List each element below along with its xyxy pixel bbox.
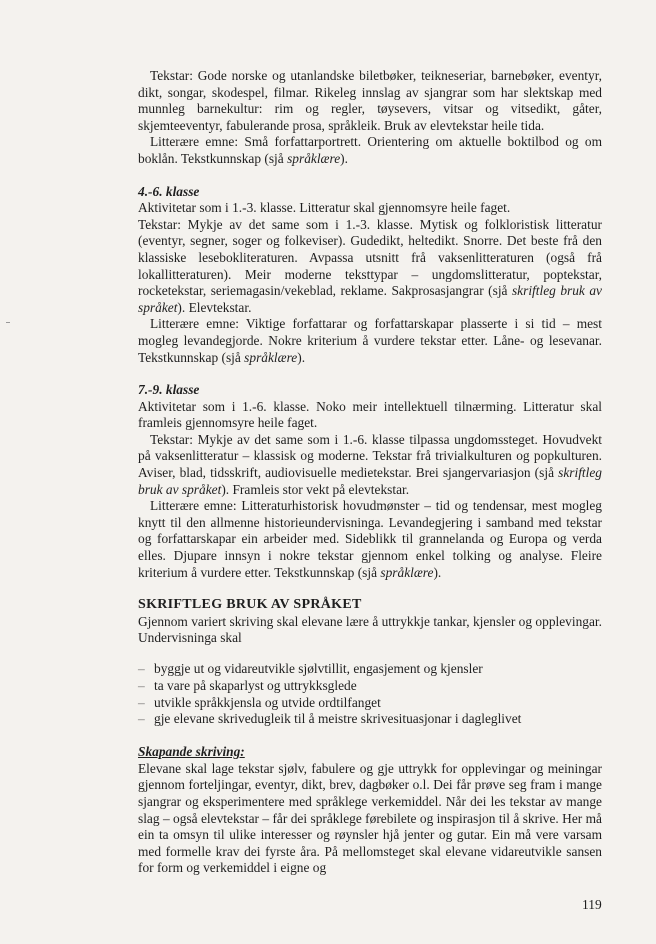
list-item: – gje elevane skrivedugleik til å meistre skrivesituasjonar i dagleglivet	[138, 711, 522, 727]
skriftleg-intro: Gjennom variert skriving skal elevane lære å uttrykkje tankar, kjensler og opplevingar. Undervisninga skal	[138, 613, 602, 646]
text-column	[138, 68, 602, 877]
page-number: 119	[582, 897, 602, 912]
list-item: – utvikle språkkjensla og utvide ordtilfanget	[138, 694, 381, 710]
ref-skriftleg: skriftleg bruk av språket	[138, 283, 602, 315]
class-4-6-topics: Litterære emne: Viktige forfattarar og forfattarskapar plasserte i si tid – mest mogleg levandegjorde. Nokre kriterium å vurdere tekstar etter. Låne- og lesevanar. Tekstkunnskap (sjå språklære).	[138, 316, 602, 365]
class-7-9-activities: Aktivitetar som i 1.-6. klasse. Noko meir intellektuell tilnærming. Litteratur skal framleis gjennomsyre heile faget.	[138, 398, 602, 431]
ref-spraklaere: språklære	[380, 564, 434, 580]
class-4-6-texts: Tekstar: Mykje av det same som i 1.-3. klasse. Mytisk og folkloristisk litteratur (eventyr, segner, soger og folkeviser). Gudedikt, heltedikt. Snorre. Det beste frå den klassiske lesebokliteraturen. Avpassa utsnitt frå vaksenlitteraturen (også frå lokallitteraturen). Meir moderne teksttypar – ungdomslitteratur, poptekstar, rocketekstar, seriemagasin/vekeblad, reklame. Sakprosasjangrar (sjå skriftleg bruk av språket). Elevtekstar.	[138, 216, 602, 315]
ref-spraklaere: språklære	[287, 150, 341, 166]
class-7-9-section	[138, 382, 602, 581]
dash-bullet: –	[138, 694, 145, 710]
dash-bullet: –	[138, 711, 145, 727]
class-7-9-heading: 7.-9. klasse	[138, 382, 200, 398]
class-7-9-texts: Tekstar: Mykje av det same som i 1.-6. klasse tilpassa ungdomssteget. Hovudvekt på vaksenlitteratur – klassisk og moderne. Tekstar frå trivialkulturen og popkulturen. Aviser, blad, tidsskrift, audiovisuelle medietekstar. Brei sjangervariasjon (sjå skriftleg bruk av språket). Framleis stor vekt på elevtekstar.	[138, 431, 602, 497]
skriftleg-heading: SKRIFTLEG BRUK AV SPRÅKET	[138, 597, 362, 613]
class-7-9-topics: Litterære emne: Litteraturhistorisk hovudmønster – tid og tendensar, mest mogleg knytt til den allmenne historieundervisninga. Levandegjering i samband med tekstar og forfattarskapar ein arbeider med. Sideblikk til grannelanda og Europa og verda elles. Djupare innsyn i nokre tekstar gjennom enkel tolking og analyse. Fleire kriterium å vurdere etter. Tekstkunnskap (sjå språklære).	[138, 498, 602, 580]
intro-paragraph-topics: Litterære emne: Små forfattarportrett. Orientering om aktuelle boktilbod og om boklån. Tekstkunnskap (sjå språklære).	[138, 134, 602, 166]
skapande-paragraph: Elevane skal lage tekstar sjølv, fabulere og gje uttrykk for opplevingar og meiningar gjennom forteljingar, eventyr, dikt, brev, dagbøker o.l. Dei får prøve seg fram i mange sjangrar og eksperimentere med språklege verkemiddel. Når dei les tekstar av mange slag – også elevtekstar – får dei språklege førebilete og inspirasjon til å skrive. Her må ein ta omsyn til ulike interesser og røynsler hjå jenter og gutar. Ein må vere varsam med formelle krav dei fyrste åra. På mellomsteget skal elevane vidareutvikle sansen for form og verkemiddel i eigne og	[138, 760, 602, 876]
ref-spraklaere: språklære	[244, 349, 298, 365]
margin-mark	[6, 322, 10, 323]
skriftleg-section	[138, 597, 602, 728]
ref-skriftleg: skriftleg bruk av språket	[138, 465, 602, 497]
class-4-6-heading: 4.-6. klasse	[138, 183, 200, 199]
list-item: – byggje ut og vidareutvikle sjølvtillit, engasjement og kjensler	[138, 661, 483, 676]
intro-paragraph-texts: Tekstar: Gode norske og utanlandske biletbøker, teikneseriar, barnebøker, eventyr, dikt, songar, skodespel, filmar. Rikeleg innslag av sjangrar som har slektskap med munnleg barnekultur: rim og regler, tøysevers, vitsar og vitsedikt, gåter, skjemteeventyr, fabulerande prosa, språkleik. Bruk av elevtekstar heile tida.	[138, 68, 602, 133]
skapande-heading: Skapande skriving:	[138, 744, 245, 760]
dash-bullet: –	[138, 661, 145, 676]
class-4-6-activities: Aktivitetar som i 1.-3. klasse. Litteratur skal gjennomsyre heile faget.	[138, 200, 511, 216]
class-4-6-section	[138, 184, 602, 367]
intro-section	[138, 68, 602, 168]
list-item: – ta vare på skaparlyst og uttrykksglede	[138, 677, 357, 693]
dash-bullet: –	[138, 677, 145, 693]
goals-list	[138, 661, 602, 728]
skapande-section	[138, 744, 602, 877]
